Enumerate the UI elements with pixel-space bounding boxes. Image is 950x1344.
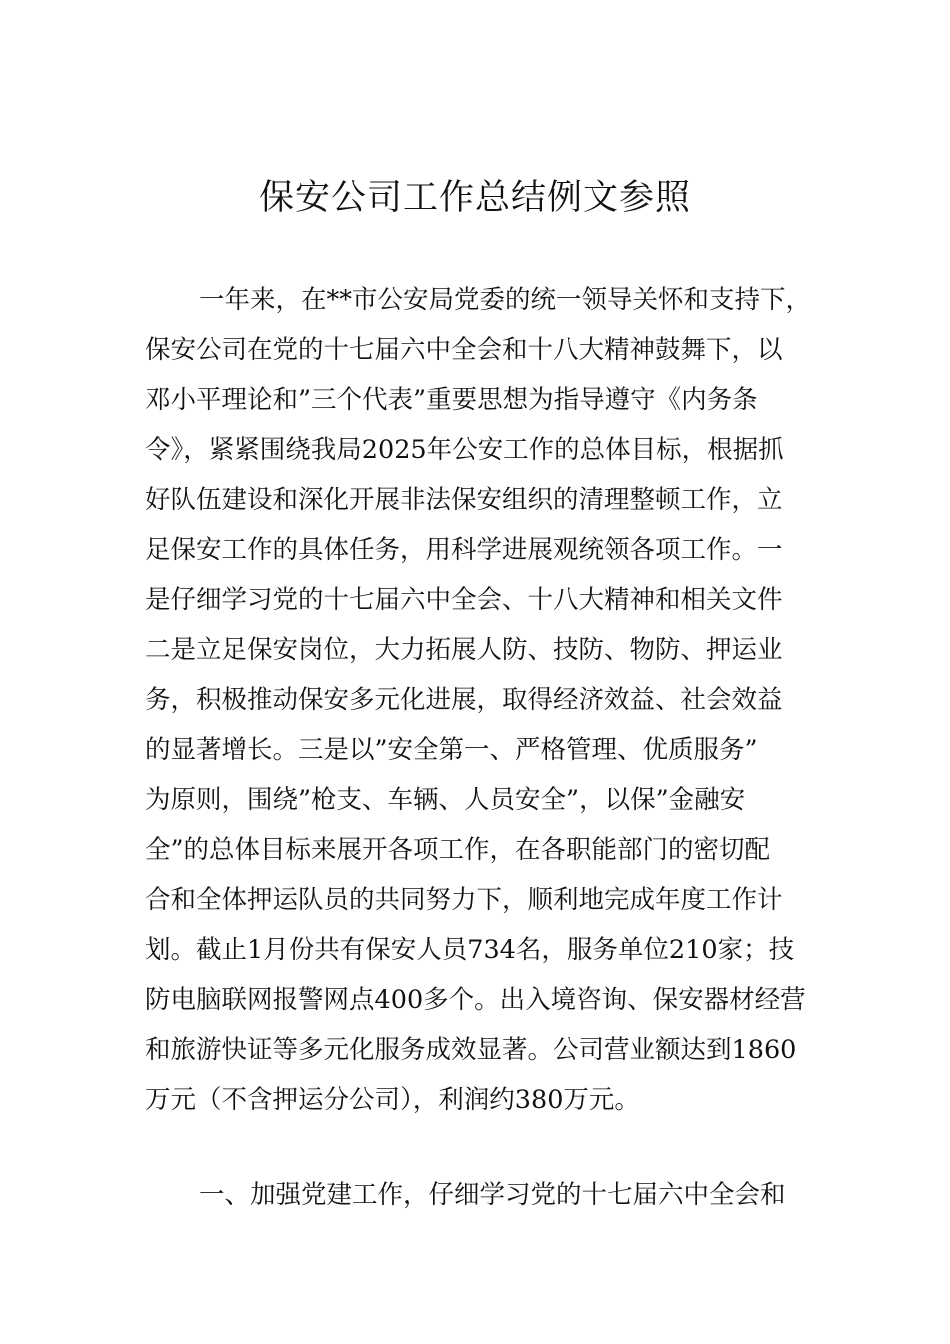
paragraph-line: 全”的总体目标来展开各项工作，在各职能部门的密切配: [145, 835, 771, 865]
paragraph-line: 足保安工作的具体任务，用科学进展观统领各项工作。一: [145, 535, 783, 565]
paragraph-line: 二是立足保安岗位，大力拓展人防、技防、物防、押运业: [145, 635, 783, 665]
paragraph-line: 一年来，在**市公安局党委的统一领导关怀和支持下，: [199, 285, 812, 315]
paragraph-line: 是仔细学习党的十七届六中全会、十八大精神和相关文件: [145, 585, 783, 615]
paragraph-line: 好队伍建设和深化开展非法保安组织的清理整顿工作，立: [145, 485, 783, 515]
paragraph-intro: [145, 275, 820, 1125]
paragraph-section-one: [145, 1170, 820, 1220]
paragraph-line: 令》，紧紧围绕我局2025年公安工作的总体目标，根据抓: [145, 435, 784, 465]
paragraph-line: 划。截止1月份共有保安人员734名，服务单位210家；技: [145, 935, 795, 965]
paragraph-line: 的显著增长。三是以”安全第一、严格管理、优质服务”: [145, 735, 758, 765]
document-title: 保安公司工作总结例文参照: [258, 178, 691, 218]
paragraph-line: 和旅游快证等多元化服务成效显著。公司营业额达到1860: [145, 1035, 797, 1065]
paragraph-line: 邓小平理论和”三个代表”重要思想为指导遵守《内务条: [145, 385, 758, 415]
paragraph-line: 务，积极推动保安多元化进展，取得经济效益、社会效益: [145, 685, 783, 715]
paragraph-line: 防电脑联网报警网点400多个。出入境咨询、保安器材经营: [145, 985, 806, 1015]
paragraph-line: 为原则，围绕”枪支、车辆、人员安全”，以保”金融安: [145, 785, 746, 815]
paragraph-line: 合和全体押运队员的共同努力下，顺利地完成年度工作计: [145, 885, 783, 915]
paragraph-line: 保安公司在党的十七届六中全会和十八大精神鼓舞下，以: [145, 335, 783, 365]
section-heading-line: 一、加强党建工作，仔细学习党的十七届六中全会和: [199, 1180, 786, 1210]
paragraph-line: 万元（不含押运分公司），利润约380万元。: [145, 1085, 640, 1115]
